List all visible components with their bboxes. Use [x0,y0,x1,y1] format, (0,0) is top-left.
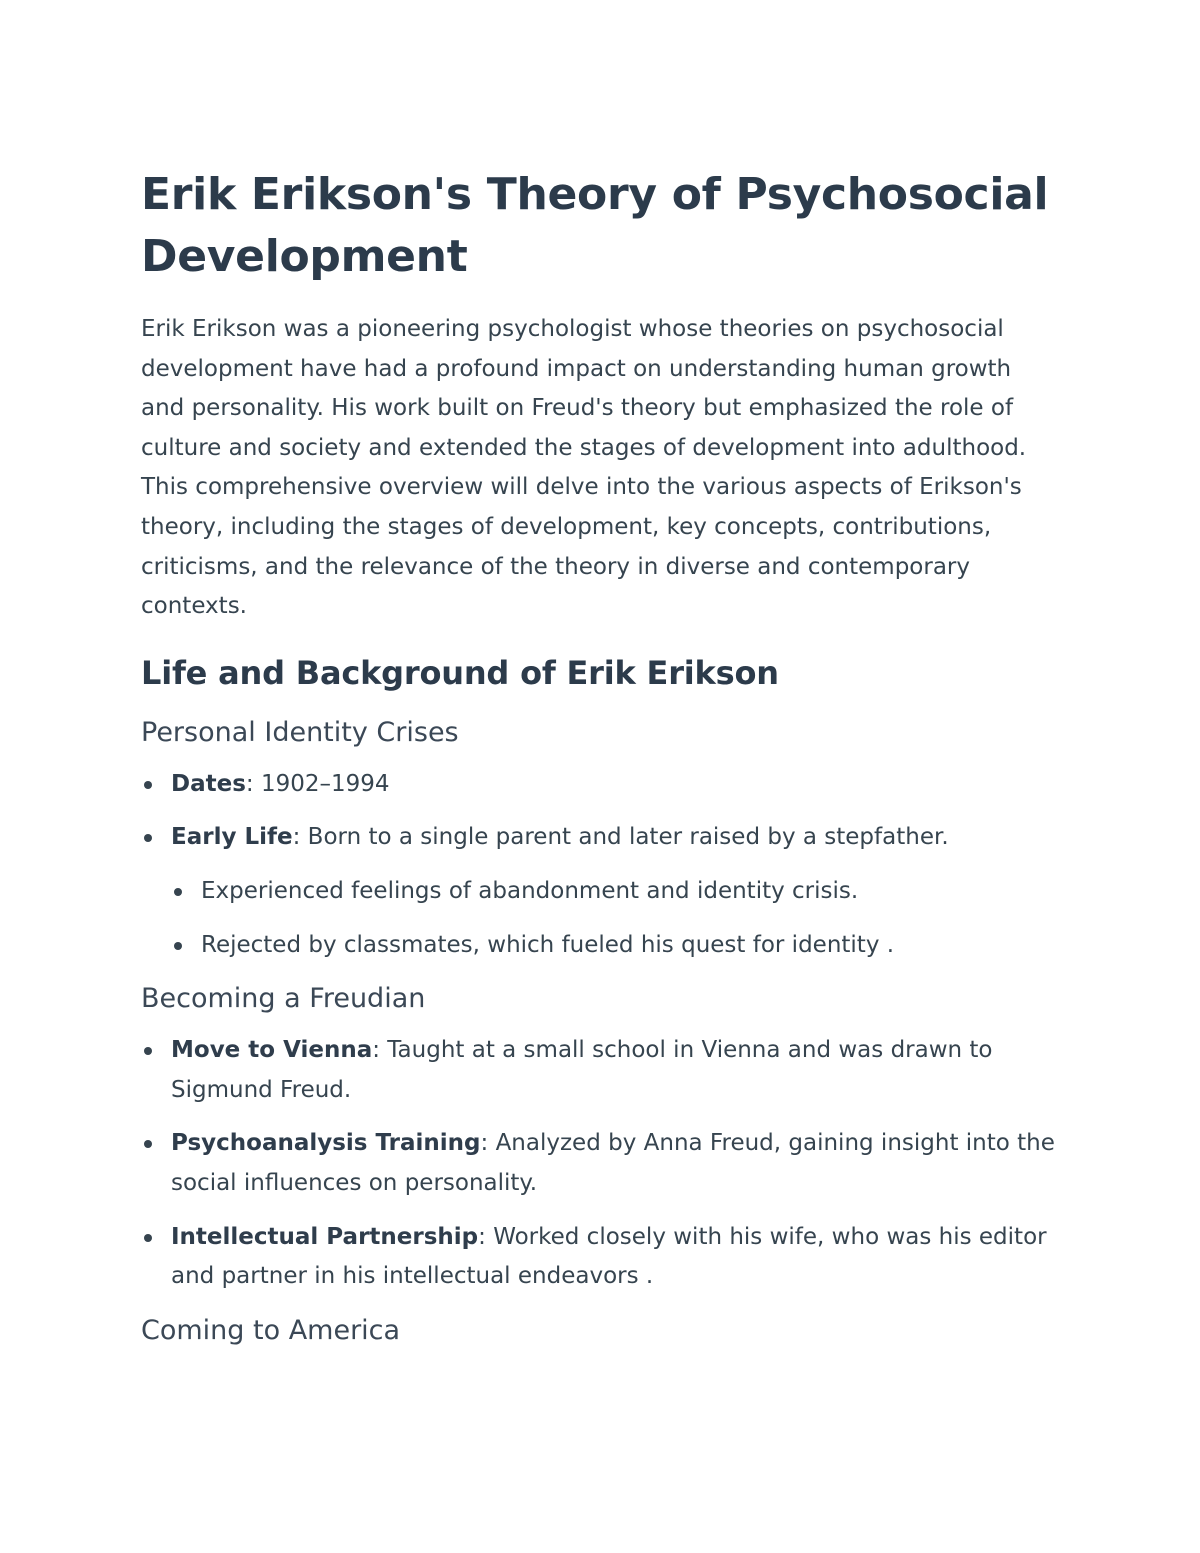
intro-paragraph: Erik Erikson was a pioneering psychologist whose theories on psychosocial development have had a profound impact on understanding human growth and personality. His work built on Freud's theory but emphasized the role of culture and society and extended the stages of development into adulthood. This comprehensive overview will delve into the various aspects of Erikson's theory, including the stages of development, key concepts, contributions, criticisms, and the relevance of the theory in diverse and contemporary contexts. [141,316,1027,620]
sublist-item: Rejected by classmates, which fueled his quest for identity . [171,926,1061,966]
subheading-becoming-freudian: Becoming a Freudian [141,983,426,1015]
list-item-label: Psychoanalysis Training [171,1130,481,1157]
list-item-label: Move to Vienna [171,1037,373,1064]
page-title: Erik Erikson's Theory of Psychosocial Development [141,169,1049,282]
freudian-list [141,1031,1061,1297]
list-item-text: : Taught at a small school in Vienna and was drawn to Sigmund Freud. [171,1037,993,1103]
list-item-label: Early Life [171,824,293,851]
document-page [141,164,1061,1363]
list-item-text: : 1902–1994 [245,770,390,797]
list-item-psychoanalysis-training [141,1124,1061,1203]
subheading-coming-to-america: Coming to America [141,1314,401,1346]
subheading-personal-identity: Personal Identity Crises [141,716,459,748]
list-item-dates [141,765,1061,805]
personal-identity-list [141,765,1061,965]
list-item-early-life [141,818,1061,965]
list-item-text: : Worked closely with his wife, who was his editor and partner in his intellectual endeavors . [171,1223,1047,1290]
list-item-move-to-vienna [141,1031,1061,1110]
list-item-text: : Born to a single parent and later raised by a stepfather. [292,824,949,851]
section-heading-life-background: Life and Background of Erik Erikson [141,653,779,692]
sublist-item: Experienced feelings of abandonment and identity crisis. [171,872,1061,912]
list-item-label: Intellectual Partnership [171,1223,479,1250]
early-life-sublist [171,872,1061,965]
list-item-label: Dates [171,770,246,797]
list-item-intellectual-partnership [141,1218,1061,1297]
list-item-text: : Analyzed by Anna Freud, gaining insight into the social influences on personality. [171,1130,1055,1196]
